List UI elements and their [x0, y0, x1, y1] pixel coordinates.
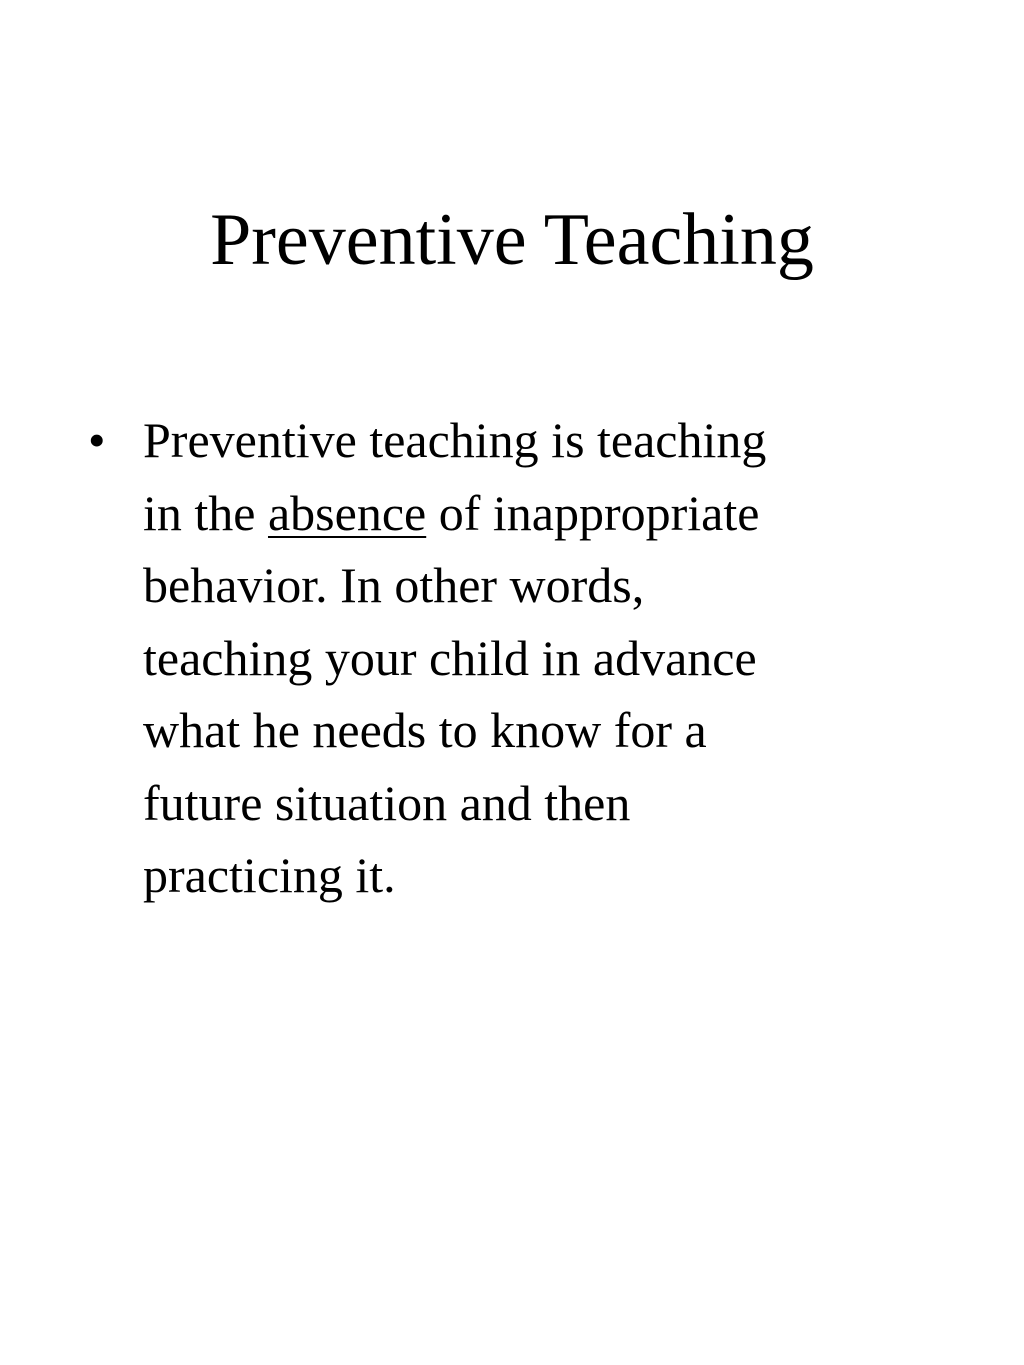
bullet-text-line-2	[143, 477, 928, 550]
bullet-list	[88, 404, 928, 912]
bullet-text-line-3: behavior. In other words,	[143, 557, 645, 613]
bullet-text-line-2-start: in the	[143, 484, 268, 541]
slide-title: Preventive Teaching	[210, 199, 814, 281]
bullet-text-line-5: what he needs to know for a	[143, 702, 707, 758]
bullet-text-line-6: future situation and then	[143, 774, 631, 831]
underlined-word: absence	[267, 484, 427, 541]
bullet-item	[88, 404, 928, 912]
bullet-icon: •	[88, 412, 106, 468]
bullet-text-line-4: teaching your child in advance	[143, 629, 757, 686]
bullet-text-line-7: practicing it.	[143, 847, 396, 903]
bullet-text-line-1: Preventive teaching is teaching	[143, 412, 767, 468]
bullet-text-line-2-end: of inappropriate	[426, 484, 760, 541]
